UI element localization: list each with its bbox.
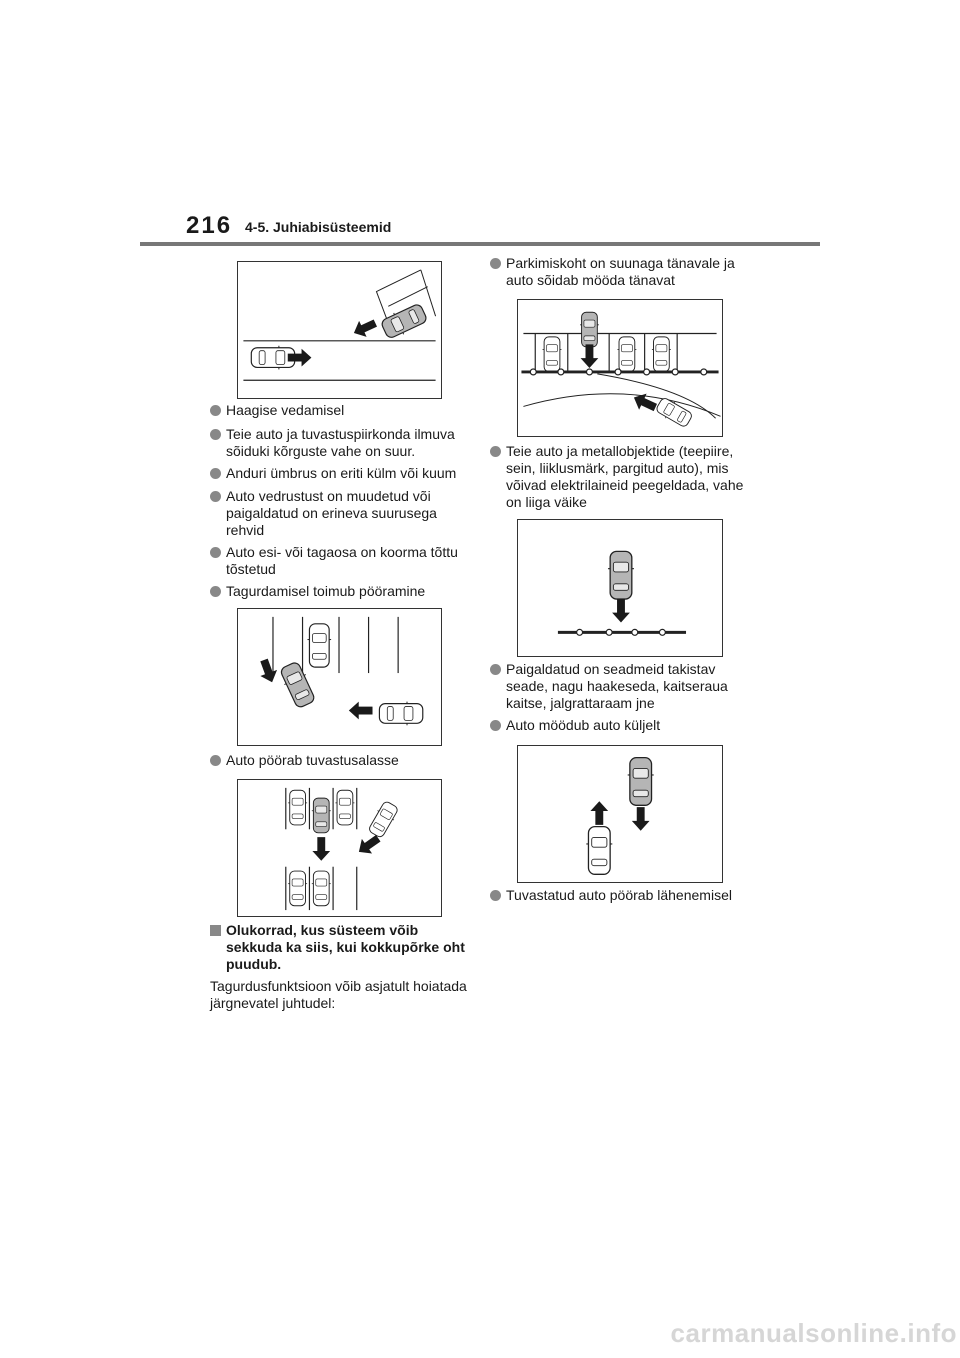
figure-reversing-turn (237, 608, 442, 746)
bullet-icon (210, 491, 221, 502)
bullet-icon (490, 720, 501, 731)
bullet-icon (210, 468, 221, 479)
paragraph: Tagurdusfunktsioon võib asjatult hoiatada järgnevatel juhtudel: (210, 978, 467, 1011)
figure-towing (237, 261, 442, 399)
list-item: Parkimiskoht on suunaga tänavale ja auto sõidab mööda tänavat (490, 255, 752, 289)
page-number: 216 (186, 212, 233, 239)
bullet-icon (210, 429, 221, 440)
list-item: Auto esi- või tagaosa on koorma tõttu tõstetud (210, 544, 472, 578)
list-item: Haagise vedamisel (210, 402, 472, 419)
bullet-icon (210, 586, 221, 597)
list-item: Paigaldatud on seadmeid takistav seade, nagu haakeseda, kaitseraua kaitse, jalgrattaraam jne (490, 661, 752, 712)
bullet-icon (490, 258, 501, 269)
figure-metal-objects (517, 519, 723, 657)
figure-passing-car (517, 745, 723, 883)
bullet-icon (210, 755, 221, 766)
square-bullet-icon (210, 925, 221, 936)
list-item: Anduri ümbrus on eriti külm või kuum (210, 465, 472, 482)
list-item: Auto pöörab tuvastusalasse (210, 752, 472, 769)
figure-street-parking (517, 299, 723, 437)
section-heading: Olukorrad, kus süsteem võib sekkuda ka siis, kui kokkupõrke oht puudub. (210, 922, 472, 973)
list-item: Tuvastatud auto pöörab lähenemisel (490, 887, 752, 904)
bullet-icon (490, 664, 501, 675)
list-item: Teie auto ja metallobjektide (teepiire, sein, liiklusmärk, pargitud auto), mis võivad elektrilaineid peegeldada, vahe on liiga väike (490, 443, 752, 511)
bullet-icon (490, 446, 501, 457)
list-item: Tagurdamisel toimub pööramine (210, 583, 472, 600)
list-item: Auto möödub auto küljelt (490, 717, 752, 734)
list-item: Teie auto ja tuvastuspiirkonda ilmuva sõiduki kõrguste vahe on suur. (210, 426, 472, 460)
section-title: 4-5. Juhiabisüsteemid (245, 219, 392, 235)
figure-car-turns-into-area (237, 779, 442, 917)
list-item: Auto vedrustust on muudetud või paigaldatud on erineva suurusega rehvid (210, 488, 472, 539)
bullet-icon (210, 405, 221, 416)
watermark: carmanualsonline.info (670, 1318, 957, 1348)
header-rule (140, 242, 820, 246)
bullet-icon (490, 890, 501, 901)
bullet-icon (210, 547, 221, 558)
